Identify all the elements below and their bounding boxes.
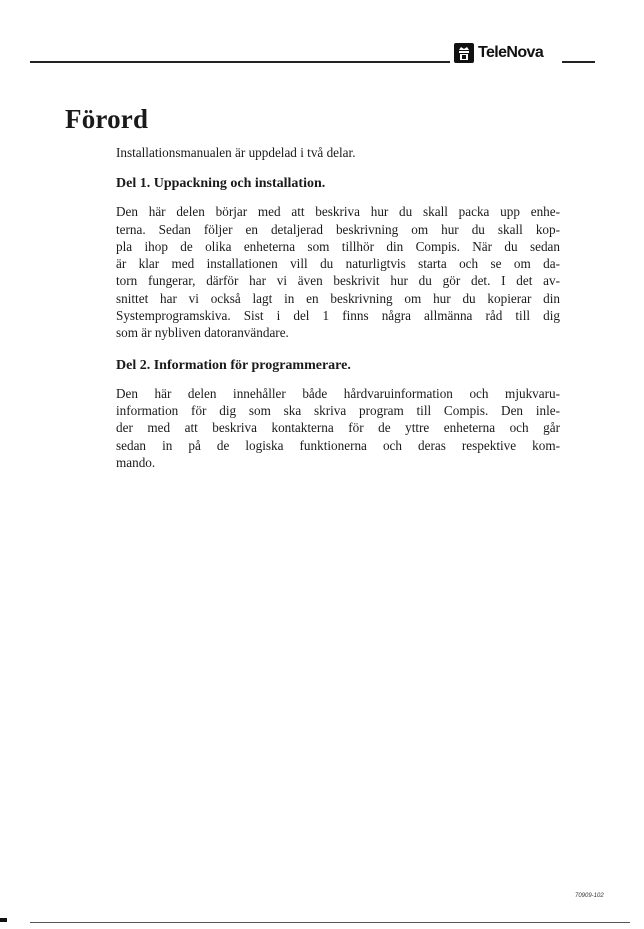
section-body-del-2 [116, 385, 560, 471]
text-line: sedan in på de logiska funktionerna och deras respektive kom- [116, 437, 560, 453]
logo-text: TeleNova [478, 44, 544, 61]
telenova-logo [454, 42, 543, 64]
section-body-del-1 [116, 203, 560, 341]
document-code: 70909-102 [575, 893, 604, 899]
text-line: der med att beskriva kontakterna för de yttre enheterna och går [116, 420, 560, 436]
text-line: snittet har vi också lagt in en beskrivning om hur du kopierar din [116, 290, 560, 306]
text-line: är klar med installationen vill du naturligtvis starta och se om da- [116, 256, 560, 272]
scan-mark [0, 918, 7, 922]
text-line: information för dig som ska skriva program till Compis. Den inle- [116, 402, 560, 418]
intro-paragraph: Installationsmanualen är uppdelad i två delar. [116, 145, 356, 160]
text-line: Den här delen innehåller både hårdvaruinformation och mjukvaru- [116, 385, 560, 401]
text-line: pla ihop de olika enheterna som tillhör din Compis. När du sedan [116, 238, 560, 254]
header-rule [30, 61, 450, 63]
section-heading-del-1: Del 1. Uppackning och installation. [116, 176, 326, 192]
header-rule-right [562, 61, 595, 63]
page-title: Förord [65, 104, 149, 134]
crown-emblem-icon [454, 43, 474, 63]
text-line: Den här delen börjar med att beskriva hur du skall packa upp enhe- [116, 204, 560, 220]
text-line: terna. Sedan följer en detaljerad beskrivning om hur du skall kop- [116, 221, 560, 237]
text-line: som är nybliven datoranvändare. [116, 325, 289, 341]
page-content [116, 144, 560, 486]
text-line: torn fungerar, därför har vi även beskrivit hur du gör det. I det av- [116, 273, 560, 289]
text-line: mando. [116, 454, 156, 470]
footer-rule [30, 922, 630, 923]
section-heading-del-2: Del 2. Information för programmerare. [116, 357, 351, 373]
text-line: Systemprogramskiva. Sist i del 1 finns några allmänna råd till dig [116, 308, 560, 324]
